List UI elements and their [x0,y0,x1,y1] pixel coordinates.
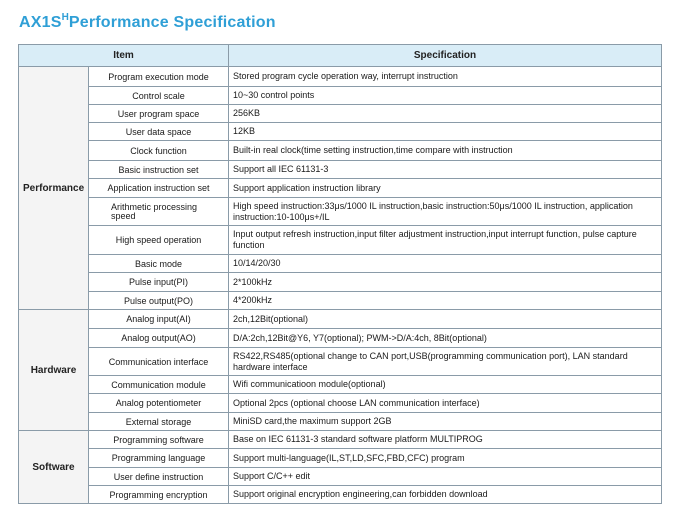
row-item: External storage [89,413,229,431]
header-specification: Specification [229,45,662,67]
row-spec: Support application instruction library [229,179,662,198]
table-row [19,431,662,449]
row-spec: High speed instruction:33μs/1000 IL instruction,basic instruction:50μs/1000 IL instruction, application instruction:10-100μs+/IL [229,198,662,226]
row-item: Basic mode [89,255,229,273]
title-superscript: H [61,12,69,23]
row-item: Analog output(AO) [89,329,229,348]
table-row [19,310,662,329]
table-row [19,105,662,123]
row-item: Programming language [89,449,229,468]
row-item: Communication module [89,376,229,394]
group-hardware: Hardware [19,310,89,431]
table-row [19,468,662,486]
row-spec: 2ch,12Bit(optional) [229,310,662,329]
row-spec: Optional 2pcs (optional choose LAN communication interface) [229,394,662,413]
row-item: Analog input(AI) [89,310,229,329]
row-item: User program space [89,105,229,123]
row-spec: Support multi-language(IL,ST,LD,SFC,FBD,CFC) program [229,449,662,468]
table-row [19,226,662,255]
table-row [19,123,662,141]
row-spec: Support original encryption engineering,can forbidden download [229,486,662,504]
row-spec: 4*200kHz [229,292,662,310]
row-spec: Base on IEC 61131-3 standard software platform MULTIPROG [229,431,662,449]
row-item: Pulse output(PO) [89,292,229,310]
row-item: Program execution mode [89,67,229,87]
table-row [19,255,662,273]
table-row [19,67,662,87]
row-spec: 10/14/20/30 [229,255,662,273]
group-software: Software [19,431,89,504]
row-spec: Support all IEC 61131-3 [229,161,662,179]
table-row [19,179,662,198]
table-row [19,161,662,179]
row-spec: Wifi communicatioon module(optional) [229,376,662,394]
row-spec: 2*100kHz [229,273,662,292]
table-row [19,198,662,226]
row-item: Clock function [89,141,229,161]
table-row [19,486,662,504]
row-item: Communication interface [89,348,229,376]
page-title [19,12,276,32]
row-spec: Input output refresh instruction,input filter adjustment instruction,input interrupt function, pulse capture function [229,226,662,255]
row-spec: RS422,RS485(optional change to CAN port,USB(programming communication port), LAN standard hardware interface [229,348,662,376]
table-row [19,141,662,161]
row-item: Programming software [89,431,229,449]
table-row [19,273,662,292]
row-item: Application instruction set [89,179,229,198]
row-item: Control scale [89,87,229,105]
header-item: Item [19,45,229,67]
table-row [19,329,662,348]
row-spec: D/A:2ch,12Bit@Y6, Y7(optional); PWM->D/A:4ch, 8Bit(optional) [229,329,662,348]
row-spec: 256KB [229,105,662,123]
table-row [19,376,662,394]
group-performance: Performance [19,67,89,310]
table-row [19,87,662,105]
table-row [19,348,662,376]
row-spec: Stored program cycle operation way, interrupt instruction [229,67,662,87]
table-row [19,413,662,431]
row-item: User data space [89,123,229,141]
row-item: Arithmetic processing speed [89,198,229,226]
row-spec: Support C/C++ edit [229,468,662,486]
row-spec: 12KB [229,123,662,141]
table-row [19,292,662,310]
spec-table [18,44,662,504]
table-row [19,394,662,413]
row-item: High speed operation [89,226,229,255]
row-spec: Built-in real clock(time setting instruction,time compare with instruction [229,141,662,161]
row-spec: 10~30 control points [229,87,662,105]
title-suffix: Performance Specification [68,14,276,31]
row-item: Basic instruction set [89,161,229,179]
row-spec: MiniSD card,the maximum support 2GB [229,413,662,431]
row-item: User define instruction [89,468,229,486]
row-item: Analog potentiometer [89,394,229,413]
table-header-row [19,45,662,67]
title-prefix: AX1S [19,14,62,31]
row-item: Pulse input(PI) [89,273,229,292]
table-row [19,449,662,468]
row-item: Programming encryption [89,486,229,504]
